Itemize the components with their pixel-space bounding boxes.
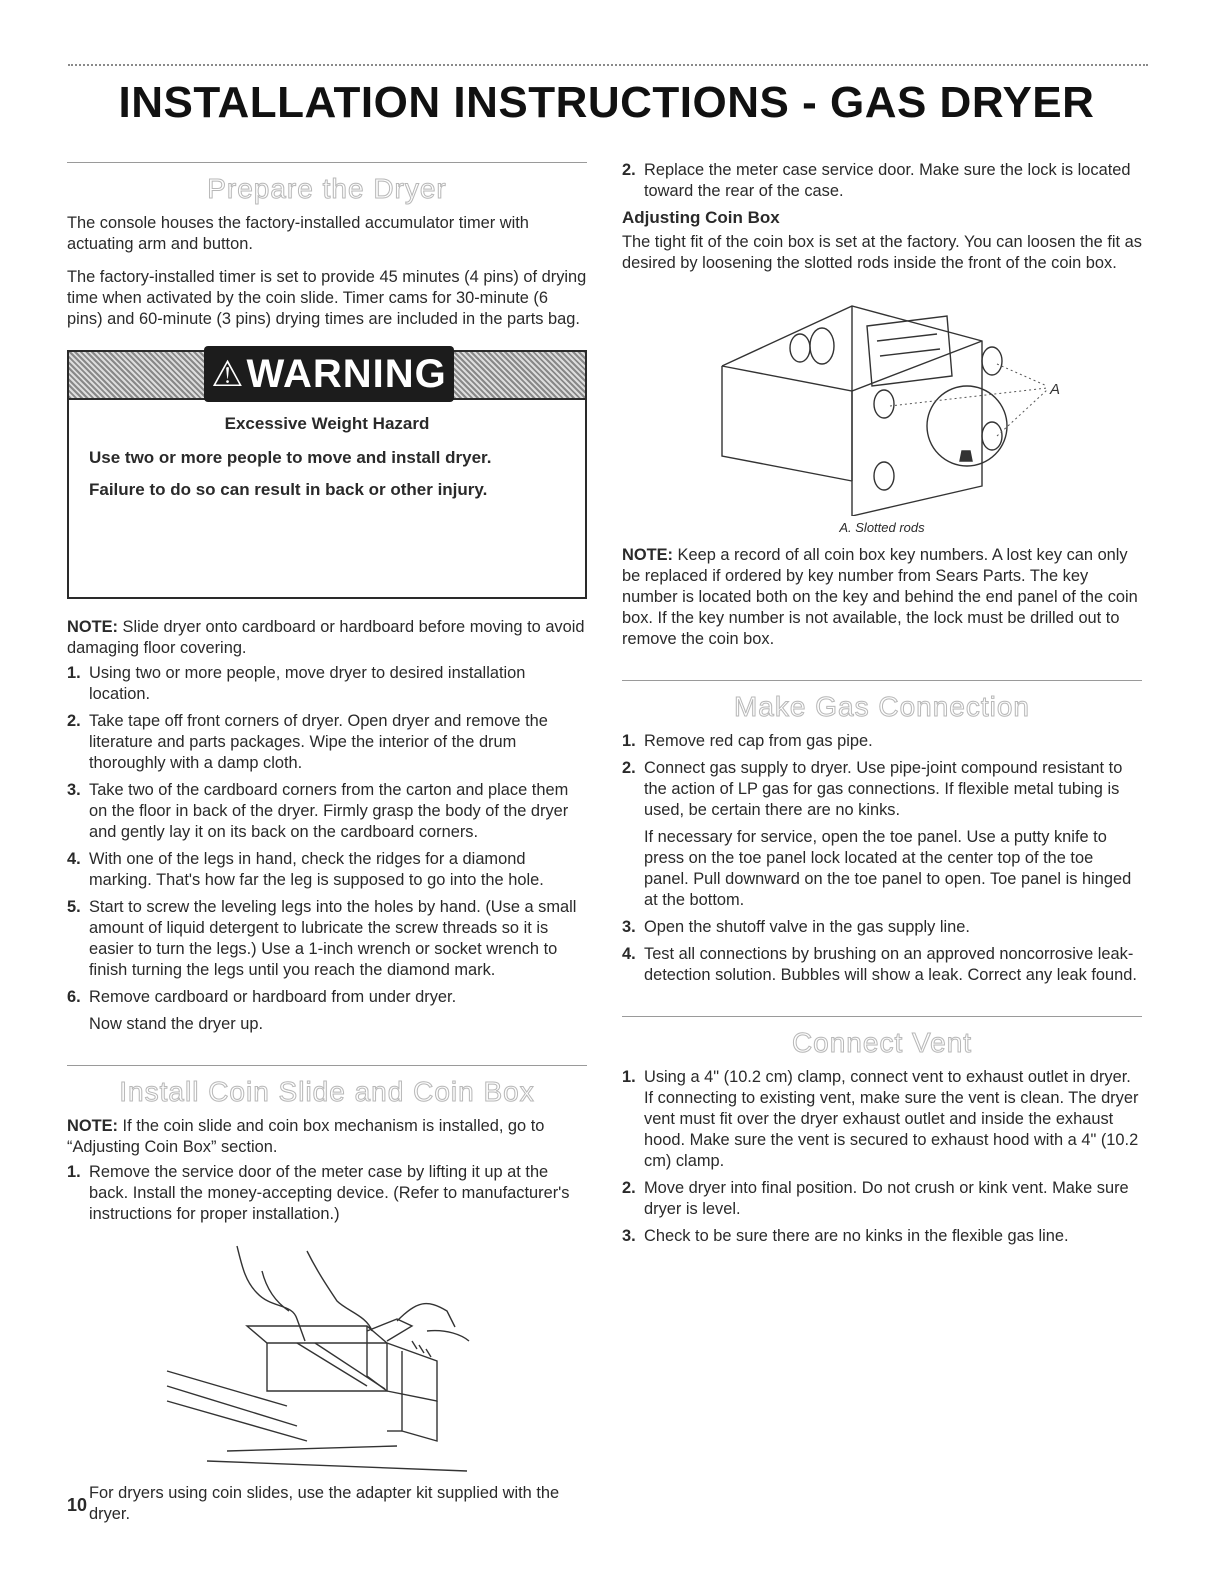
- step-number: 2.: [67, 712, 81, 730]
- vent-steps-list: [622, 1067, 1142, 1247]
- section-rule: [67, 162, 587, 163]
- step-number: 5.: [67, 898, 81, 916]
- gas-steps-list-continued: [622, 917, 1142, 986]
- warning-line-2: Failure to do so can result in back or other injury.: [89, 480, 488, 499]
- step-text: Open the shutoff valve in the gas supply line.: [644, 918, 970, 936]
- step-number: 3.: [622, 1227, 636, 1245]
- section-rule: [622, 680, 1142, 681]
- vent-heading: Connect Vent: [791, 1027, 973, 1058]
- list-item: [622, 731, 1142, 752]
- step-number: 2.: [622, 1179, 636, 1197]
- coin-heading: Install Coin Slide and Coin Box: [119, 1076, 535, 1107]
- list-item: [67, 1162, 587, 1225]
- right-note: [622, 545, 1142, 650]
- step-text: Check to be sure there are no kinks in the flexible gas line.: [644, 1227, 1069, 1245]
- list-item: [622, 1226, 1142, 1247]
- coin-steps-list: [67, 1162, 587, 1225]
- prep-steps-list: [67, 663, 587, 1008]
- list-item: [622, 160, 1142, 202]
- warning-title: Excessive Weight Hazard: [224, 414, 430, 433]
- prepare-paragraph-2: The factory-installed timer is set to provide 45 minutes (4 pins) of drying time when activated by the coin slide. Timer cams for 30-minute (6 pins) and 60-minute (3 pins) drying times are included in the parts bag.: [67, 268, 587, 328]
- adjusting-coin-box-heading: Adjusting Coin Box: [622, 208, 780, 227]
- note-label: NOTE:: [67, 618, 118, 636]
- list-item: [67, 780, 587, 843]
- warning-triangle-icon: ⚠: [211, 353, 245, 394]
- warning-label: [204, 346, 454, 402]
- list-item: [622, 917, 1142, 938]
- step-number: 6.: [67, 988, 81, 1006]
- warning-line-1: Use two or more people to move and install dryer.: [89, 448, 492, 467]
- note-text: Keep a record of all coin box key numbers. A lost key can only be replaced if ordered by key number from Sears Parts. The key number is located both on the key and behind the end panel of the coin box. If the key number is not available, the lock must be drilled out to remove the coin box.: [622, 546, 1138, 648]
- step-text: Using a 4" (10.2 cm) clamp, connect vent to exhaust outlet in dryer. If connecting to existing vent, make sure the vent is clean. The dryer vent must fit over the dryer exhaust outlet and inside the exhaust hood. Make sure the vent is secured to exhaust hood with a 4" (10.2 cm) clamp.: [644, 1068, 1139, 1170]
- note-label: NOTE:: [622, 546, 673, 564]
- figure-caption: A. Slotted rods: [839, 520, 925, 535]
- prepare-heading: Prepare the Dryer: [207, 173, 447, 204]
- step-number: 1.: [67, 664, 81, 682]
- list-item: [67, 897, 587, 981]
- list-item: [622, 758, 1142, 821]
- note-text: If the coin slide and coin box mechanism is installed, go to “Adjusting Coin Box” section.: [67, 1117, 545, 1156]
- list-item: [67, 849, 587, 891]
- left-column: [67, 150, 587, 1525]
- figure-label-a: A: [1050, 381, 1061, 398]
- step-number: 1.: [622, 1068, 636, 1086]
- right-steps-list: [622, 160, 1142, 202]
- step-text: Connect gas supply to dryer. Use pipe-joint compound resistant to the action of LP gas for gas connections. If flexible metal tubing is used, be certain there are no kinks.: [644, 759, 1123, 819]
- prepare-paragraph-1: The console houses the factory-installed accumulator timer with actuating arm and button.: [67, 214, 529, 253]
- list-item: [622, 944, 1142, 986]
- gas-heading: Make Gas Connection: [733, 691, 1031, 722]
- step-number: 3.: [622, 918, 636, 936]
- warning-box: [67, 350, 587, 599]
- step-number: 4.: [622, 945, 636, 963]
- list-item: [622, 1067, 1142, 1172]
- list-item: [67, 663, 587, 705]
- adjusting-coin-box-text: The tight fit of the coin box is set at the factory. You can loosen the fit as desired by loosening the slotted rods inside the front of the coin box.: [622, 233, 1142, 272]
- warning-word: WARNING: [246, 351, 447, 396]
- page-number: 10: [67, 1495, 88, 1515]
- section-rule: [622, 1016, 1142, 1017]
- prep-after-text: Now stand the dryer up.: [89, 1015, 264, 1033]
- step-text: Take tape off front corners of dryer. Open dryer and remove the literature and parts packages. Wipe the interior of the drum thoroughly with a damp cloth.: [89, 712, 548, 772]
- coin-note: [67, 1116, 587, 1158]
- note-text: Slide dryer onto cardboard or hardboard before moving to avoid damaging floor covering.: [67, 618, 585, 657]
- step-text: Using two or more people, move dryer to desired installation location.: [89, 664, 526, 703]
- step-number: 3.: [67, 781, 81, 799]
- prep-note: [67, 617, 587, 659]
- step-number: 2.: [622, 759, 636, 777]
- step-text: Start to screw the leveling legs into the holes by hand. (Use a small amount of liquid detergent to lubricate the screw threads so it is easier to turn the legs.) Use a 1-inch wrench or socket wrench to finish turning the legs until you reach the diamond mark.: [89, 898, 577, 979]
- step-text: Remove red cap from gas pipe.: [644, 732, 873, 750]
- right-column: [622, 160, 1142, 1253]
- step-number: 1.: [622, 732, 636, 750]
- list-item: [67, 987, 587, 1008]
- step-number: 4.: [67, 850, 81, 868]
- step-number: 1.: [67, 1163, 81, 1181]
- step-text: Test all connections by brushing on an approved noncorrosive leak-detection solution. Bubbles will show a leak. Correct any leak found.: [644, 945, 1137, 984]
- step-number: 2.: [622, 161, 636, 179]
- list-item: [622, 1178, 1142, 1220]
- step-text: Remove the service door of the meter case by lifting it up at the back. Install the money-accepting device. (Refer to manufacturer's instructions for proper installation.): [89, 1163, 570, 1223]
- step-text: Take two of the cardboard corners from the carton and place them on the floor in back of the dryer. Firmly grasp the body of the dryer and gently lay it on its back on the cardboard corners.: [89, 781, 569, 841]
- section-rule: [67, 1065, 587, 1066]
- step-text: Move dryer into final position. Do not crush or kink vent. Make sure dryer is level.: [644, 1179, 1129, 1218]
- note-label: NOTE:: [67, 1117, 118, 1135]
- coin-box-illustration: [622, 286, 1142, 516]
- gas-step2-extra: If necessary for service, open the toe panel. Use a putty knife to press on the toe panel lock located at the center top of the toe panel. Pull downward on the toe panel to open. Toe panel is hinged at the bottom.: [644, 828, 1132, 909]
- coin-slide-illustration: [67, 1231, 587, 1481]
- top-dotted-rule: [68, 64, 1148, 66]
- page-title: INSTALLATION INSTRUCTIONS - GAS DRYER: [118, 78, 1095, 127]
- list-item: [67, 711, 587, 774]
- step-text: With one of the legs in hand, check the ridges for a diamond marking. That's how far the leg is supposed to go into the hole.: [89, 850, 544, 889]
- step-text: Remove cardboard or hardboard from under dryer.: [89, 988, 457, 1006]
- warning-banner: [69, 352, 585, 400]
- gas-steps-list: [622, 731, 1142, 821]
- step-text: Replace the meter case service door. Make sure the lock is located toward the rear of the case.: [644, 161, 1131, 200]
- coin-after-figure-text: For dryers using coin slides, use the adapter kit supplied with the dryer.: [89, 1484, 560, 1523]
